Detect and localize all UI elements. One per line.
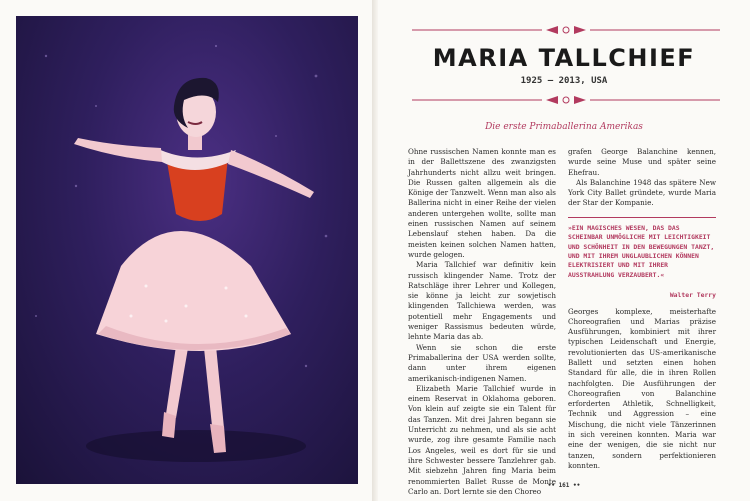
- subtitle: Die erste Primaballerina Amerikas: [485, 122, 643, 132]
- page-title: MARIA TALLCHIEF: [432, 44, 696, 72]
- ballerina-illustration: [16, 16, 358, 484]
- bottom-ornament: [412, 94, 720, 106]
- life-dates: 1925 – 2013, USA: [520, 76, 608, 86]
- paragraph: Als Balanchine 1948 das spätere New York City Ballet gründete, wurde Maria der Star der Kompanie.: [568, 177, 716, 208]
- quote-author: Walter Terry: [669, 291, 716, 300]
- text-column-right: [568, 147, 716, 471]
- right-page: [378, 0, 750, 501]
- page-number: •• 161 ••: [547, 482, 581, 489]
- paragraph: Wenn sie schon die erste Primaballerina der USA werden sollte, dann unter ihrem eigenen amerikanisch-indigenen Namen.: [408, 342, 556, 383]
- top-ornament: [412, 24, 720, 36]
- pull-quote: »EIN MAGISCHES WESEN, DAS DAS SCHEINBAR UNMÖGLICHE MIT LEICHTIGKEIT UND SCHÖNHEIT IN DEN BEWEGUNGEN TANZT, UND MIT IHREM UNGLAUBLICHEN KÖNNEN ELEKTRISIERT UND MIT IHRER AUSSTRAHLUNG VERZAUBERT.«: [568, 217, 716, 284]
- paragraph: Maria Tallchief war definitiv kein russisch klingender Name. Trotz der Ratschläge ihrer Lehrer und Kollegen, sie könne ja leicht zur sowjetisch klingenden Tallchiewa werden, was potentiell mehr Engagements und weniger Rassismus bedeuten würde, lehnte Maria das ab.: [408, 260, 556, 342]
- paragraph: grafen George Balanchine kennen, wurde seine Muse und später seine Ehefrau.: [568, 147, 716, 177]
- text-column-left: [408, 147, 556, 497]
- paragraph: Elizabeth Marie Tallchief wurde in einem Reservat in Oklahoma geboren. Von klein auf zeigte sie ein Talent für das Tanzen. Mit drei Jahren begann sie Unterricht zu nehmen, und als sie acht wurde, zog ihre gesamte Familie nach Los Angeles, weil es dort für sie und ihre Schwester bessere Tanzlehrer gab. Mit siebzehn Jahren fing Maria beim renommierten Ballet Russe de Monte Carlo an. Dort lernte sie den Choreo: [408, 383, 556, 496]
- paragraph: Ohne russischen Namen konnte man es in der Ballettszene des zwanzigsten Jahrhunderts nicht allzu weit bringen. Die Russen galten allgemein als die Könige der Tanzwelt. Wenn man also als Ballerina nicht in einer Reihe der vielen anderen untergehen wollte, sollte man einen russischen Namen auf seinem Lebenslauf stehen haben. Da die meisten keinen solchen Namen hatten, wurde gelogen.: [408, 147, 556, 259]
- paragraph: Georges komplexe, meisterhafte Choreografien und Marias präzise Ausführungen, kombiniert mit ihrer typischen Leidenschaft und Energie, revolutionierten das US-amerikanische Ballett und setzten einen hohen Standard für alle, die in ihren Rollen nachfolgten. Die Ausführungen der Choreografien von Balanchine erforderten Athletik, Schnelligkeit, Technik und Aggression – eine Mischung, die nicht viele Tänzerinnen in sich vereinen konnten. Maria war eine der wenigen, die sie nicht nur tanzen, sondern perfektionieren konnten.: [568, 306, 716, 470]
- ballerina-figure: [16, 16, 358, 484]
